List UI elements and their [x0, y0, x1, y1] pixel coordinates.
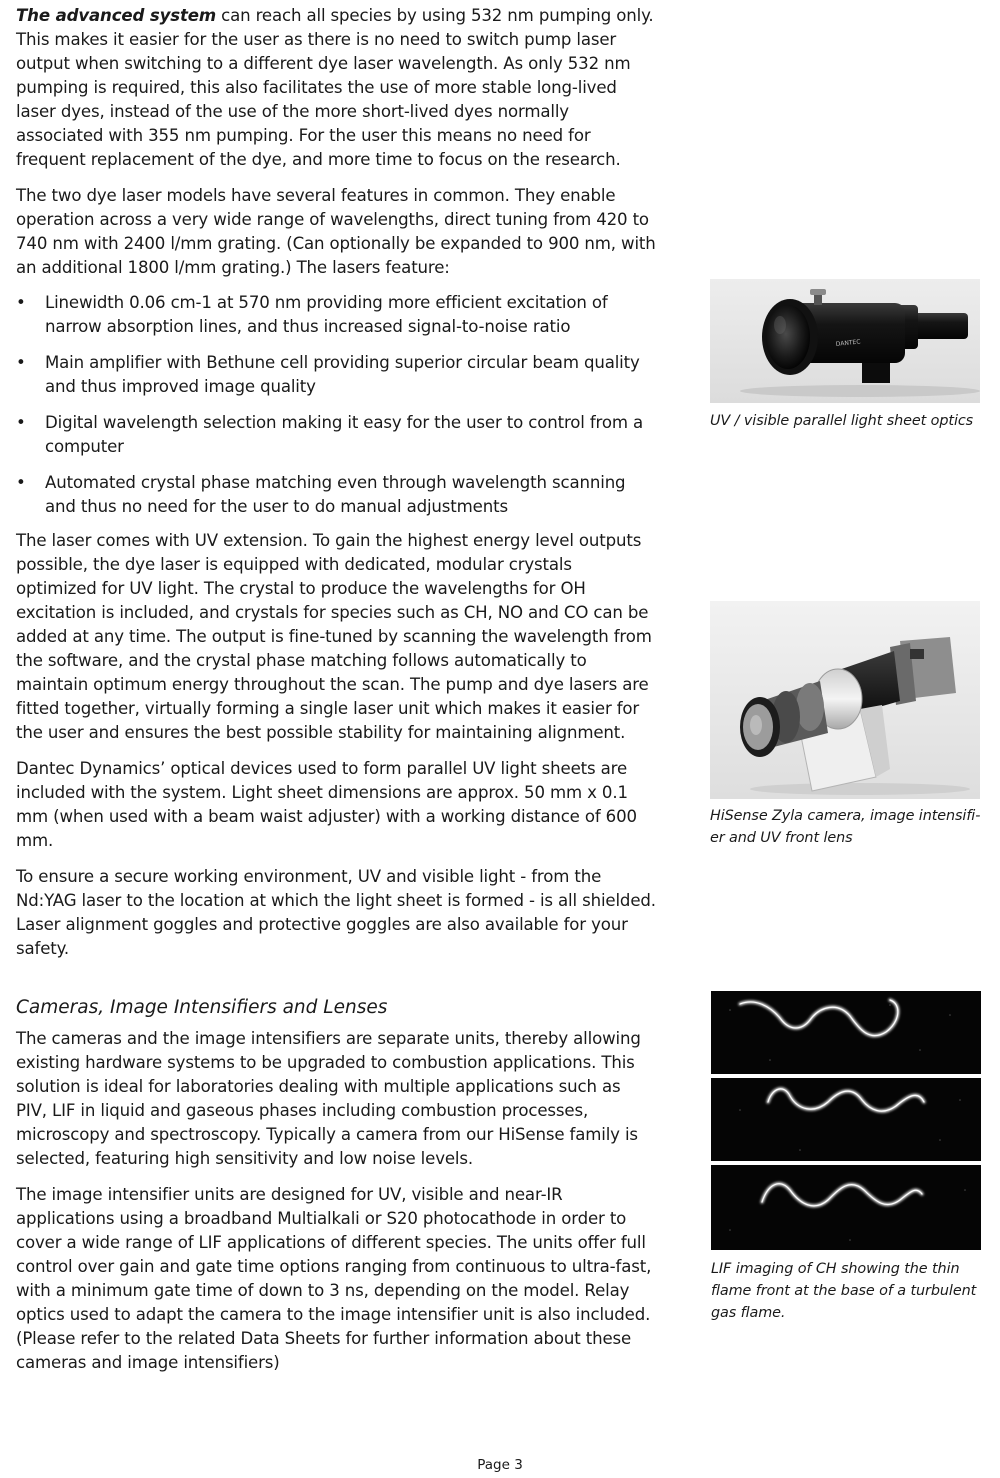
figure-caption-lif: LIF imaging of CH showing the thin flame front at the base of a turbulent gas flame. [711, 1261, 977, 1321]
bullet-icon: • [16, 293, 26, 312]
optics-paragraph: Dantec Dynamics’ optical devices used to form parallel UV light sheets are included with the system. Light sheet dimensions are approx. 50 mm x 0.1 mm (when used with a beam waist adjuster) with a working distance of 600 mm. [16, 759, 637, 850]
list-item [16, 291, 656, 339]
feature-text: Main amplifier with Bethune cell providing superior circular beam quality and thus improved image quality [45, 353, 640, 396]
camera-image [710, 601, 980, 799]
list-item [16, 411, 656, 459]
intro-paragraph [16, 4, 656, 172]
feature-text: Linewidth 0.06 cm-1 at 570 nm providing more efficient excitation of narrow absorption lines, and thus increased signal-to-noise ratio [45, 293, 608, 336]
cameras-paragraph-2: The image intensifier units are designed for UV, visible and near-IR applications using a broadband Multialkali or S20 photocathode in order to cover a wide range of LIF applications of different species. The units offer full control over gain and gate time options ranging from continuous to ultra-fast, with a minimum gate time of down to 3 ns, depending on the model. Relay optics used to adapt the camera to the image intensifier unit is also included. (Please refer to the related Data Sheets for further information about these cameras and image intensifiers) [16, 1185, 652, 1372]
section-heading-cameras: Cameras, Image Intensifiers and Lenses [16, 997, 388, 1018]
list-item [16, 351, 656, 399]
bullet-icon: • [16, 353, 26, 372]
figure-caption-camera: HiSense Zyla camera, image intensifi-er and UV front lens [710, 808, 981, 846]
figure-caption-light-sheet: UV / visible parallel light sheet optics [710, 413, 974, 429]
bullet-icon: • [16, 413, 26, 432]
feature-text: Automated crystal phase matching even through wavelength scanning and thus no need for the user to do manual adjustments [45, 473, 626, 516]
features-intro-paragraph: The two dye laser models have several features in common. They enable operation across a very wide range of wavelengths, direct tuning from 420 to 740 nm with 2400 l/mm grating. (Can optionally be expanded to 900 nm, with an additional 1800 l/mm grating.) The lasers feature: [16, 186, 656, 277]
main-column [16, 4, 656, 1375]
feature-text: Digital wavelength selection making it easy for the user to control from a computer [45, 413, 644, 456]
camera-illustration [710, 601, 980, 799]
intro-text: can reach all species by using 532 nm pumping only. This makes it easier for the user as there is no need to switch pump laser output when switching to a different dye laser wavelength. As only 532 nm pumping is required, this also facilitates the use of more stable long-lived laser dyes, instead of the use of the more short-lived dyes normally associated with 355 nm pumping. For the user this means no need for frequent replacement of the dye, and more time to focus on the research. [16, 6, 654, 169]
lif-imaging-image [710, 990, 982, 1251]
bullet-icon: • [16, 473, 26, 492]
cameras-paragraph-1: The cameras and the image intensifiers are separate units, thereby allowing existing hardware systems to be upgraded to combustion applications. This solution is ideal for laboratories dealing with multiple applications such as PIV, LIF in liquid and gaseous phases including combustion processes, microscopy and spectroscopy. Typically a camera from our HiSense family is selected, featuring high sensitivity and low noise levels. [16, 1029, 641, 1168]
intro-lead: The advanced system [16, 6, 217, 25]
brand-label: DANTEC [835, 338, 861, 348]
uv-extension-paragraph: The laser comes with UV extension. To gain the highest energy level outputs possible, the dye laser is equipped with dedicated, modular crystals optimized for UV light. The crystal to produce the wavelengths for OH excitation is included, and crystals for species such as CH, NO and CO can be added at any time. The output is fine-tuned by scanning the wavelength from the software, and the crystal phase matching follows automatically to maintain optimum energy throughout the scan. The pump and dye lasers are fitted together, virtually forming a single laser unit which makes it easier for the user and ensures the best possible stability for maintaining alignment. [16, 531, 652, 742]
light-sheet-optics-illustration [710, 279, 980, 403]
lif-flame-illustration [710, 990, 982, 1251]
light-sheet-optics-image [710, 279, 980, 403]
page-number: Page 3 [477, 1457, 523, 1473]
features-list [16, 291, 656, 519]
list-item [16, 471, 656, 519]
safety-paragraph: To ensure a secure working environment, UV and visible light - from the Nd:YAG laser to the location at which the light sheet is formed - is all shielded. Laser alignment goggles and protective goggles are also available for your safety. [16, 867, 656, 958]
